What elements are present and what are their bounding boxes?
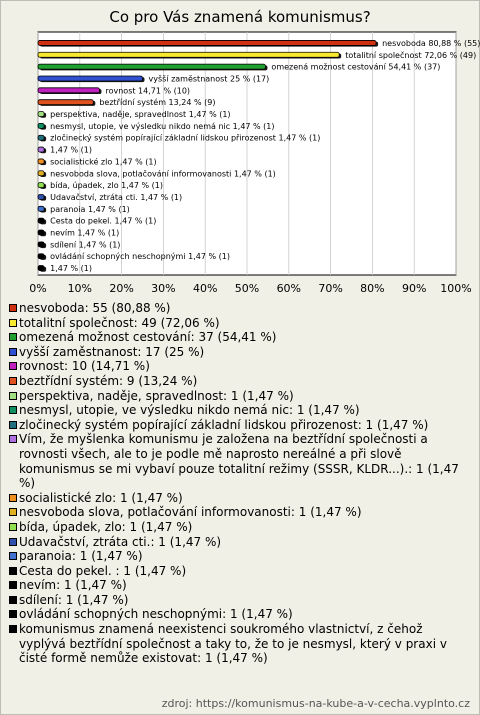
x-tick-label: 60% xyxy=(276,282,302,295)
bar-label: nesvoboda slova, potlačování informovanosti 1,47 % (1) xyxy=(50,169,276,179)
bar-chart xyxy=(0,0,480,300)
legend-label: omezená možnost cestování: 37 (54,41 %) xyxy=(19,330,277,345)
legend-label: totalitní společnost: 49 (72,06 %) xyxy=(19,315,220,330)
legend-item xyxy=(9,316,471,331)
bar xyxy=(38,183,44,188)
bar xyxy=(38,242,44,247)
bar-label: 1,47 % (1) xyxy=(50,264,92,274)
x-tick-label: 30% xyxy=(151,282,176,295)
x-tick-label: 10% xyxy=(67,282,93,295)
legend-swatch xyxy=(9,304,17,312)
x-tick-label: 70% xyxy=(318,282,343,295)
legend-label: perspektiva, naděje, spravedlnost: 1 (1,47 %) xyxy=(19,388,294,403)
legend-swatch xyxy=(9,625,17,633)
chart-legend xyxy=(9,301,471,666)
bar-label: vyšší zaměstnanost 25 % (17) xyxy=(148,74,270,84)
legend-item xyxy=(9,564,471,579)
legend-label: vyšší zaměstnanost: 17 (25 %) xyxy=(19,344,205,359)
x-tick-label: 100% xyxy=(440,282,472,295)
legend-item xyxy=(9,549,471,564)
legend-label: Vím, že myšlenka komunismu je založena na beztřídní společnosti a rovnosti všech, ale to je podle mě naprosto nereálné a při slově komunismus se mi vybaví pouze totalitní režimy (SSSR, KLDR...).: 1 (1,47 %) xyxy=(19,432,459,491)
legend-label: zločinecký systém popírající základní lidskou přirozenost: 1 (1,47 %) xyxy=(19,417,429,432)
legend-label: sdílení: 1 (1,47 %) xyxy=(19,592,129,607)
bar-label: nesvoboda 80,88 % (55) xyxy=(382,38,480,48)
bar xyxy=(38,64,265,69)
legend-swatch xyxy=(9,348,17,356)
bar xyxy=(38,147,44,152)
bar-label: socialistické zlo 1,47 % (1) xyxy=(50,157,157,167)
legend-label: nevím: 1 (1,47 %) xyxy=(19,578,127,593)
bar xyxy=(38,254,44,259)
legend-item xyxy=(9,607,471,622)
bar-label: totalitní společnost 72,06 % (49) xyxy=(345,50,477,60)
legend-label: Cesta do pekel. : 1 (1,47 %) xyxy=(19,563,187,578)
legend-label: paranoia: 1 (1,47 %) xyxy=(19,549,143,564)
legend-item xyxy=(9,491,471,506)
bar-label: ovládání schopných neschopnými 1,47 % (1) xyxy=(50,252,230,262)
legend-item xyxy=(9,505,471,520)
bar-label: omezená možnost cestování 54,41 % (37) xyxy=(271,62,441,72)
legend-swatch xyxy=(9,494,17,502)
x-tick-label: 90% xyxy=(401,282,427,295)
legend-swatch xyxy=(9,362,17,370)
legend-swatch xyxy=(9,523,17,531)
legend-item xyxy=(9,374,471,389)
bar xyxy=(38,52,339,57)
legend-label: beztřídní systém: 9 (13,24 %) xyxy=(19,373,198,388)
legend-label: nesvoboda slova, potlačování informovanosti: 1 (1,47 %) xyxy=(19,505,362,520)
bar xyxy=(38,266,44,271)
bar-label: Cesta do pekel. 1,47 % (1) xyxy=(50,216,157,226)
bar-label: bída, úpadek, zlo 1,47 % (1) xyxy=(50,181,163,191)
bar xyxy=(38,171,44,176)
source-link[interactable]: zdroj: https://komunismus-na-kube-a-v-cecha.vyplnto.cz xyxy=(161,697,470,710)
legend-item xyxy=(9,301,471,316)
legend-swatch xyxy=(9,392,17,400)
legend-item xyxy=(9,359,471,374)
legend-item xyxy=(9,593,471,608)
legend-swatch xyxy=(9,377,17,385)
bar xyxy=(38,76,143,81)
legend-item xyxy=(9,330,471,345)
legend-label: socialistické zlo: 1 (1,47 %) xyxy=(19,490,183,505)
bar xyxy=(38,230,44,235)
bar xyxy=(38,88,99,93)
legend-swatch xyxy=(9,333,17,341)
bar-label: rovnost 14,71 % (10) xyxy=(105,86,191,96)
bar-label: zločinecký systém popírající základní lidskou přirozenost 1,47 % (1) xyxy=(50,133,321,143)
legend-swatch xyxy=(9,508,17,516)
bar-label: nevím 1,47 % (1) xyxy=(50,228,120,238)
bar xyxy=(38,218,44,223)
legend-swatch xyxy=(9,567,17,575)
x-tick-label: 80% xyxy=(360,282,385,295)
legend-item xyxy=(9,535,471,550)
legend-item xyxy=(9,345,471,360)
x-tick-label: 50% xyxy=(234,282,260,295)
legend-swatch xyxy=(9,319,17,327)
bar xyxy=(38,112,44,117)
bar-label: perspektiva, naděje, spravedlnost 1,47 % (1) xyxy=(50,110,231,120)
legend-swatch xyxy=(9,581,17,589)
bar-label: paranoia 1,47 % (1) xyxy=(50,204,130,214)
bar-label: Udavačství, ztráta cti. 1,47 % (1) xyxy=(50,192,183,202)
legend-label: Udavačství, ztráta cti.: 1 (1,47 %) xyxy=(19,534,222,549)
bar xyxy=(38,40,376,45)
legend-item xyxy=(9,418,471,433)
legend-label: komunismus znamená neexistenci soukromého vlastnictví, z čehož vyplývá beztřídní společnost a taky to, že to je nesmysl, který v praxi v čisté formě nemůže existovat: 1 (1,47 %) xyxy=(19,622,447,666)
x-tick-label: 20% xyxy=(109,282,134,295)
legend-item xyxy=(9,389,471,404)
legend-swatch xyxy=(9,435,17,443)
bar xyxy=(38,159,44,164)
legend-swatch xyxy=(9,610,17,618)
legend-label: bída, úpadek, zlo: 1 (1,47 %) xyxy=(19,519,193,534)
legend-label: nesmysl, utopie, ve výsledku nikdo nemá nic: 1 (1,47 %) xyxy=(19,403,360,418)
legend-label: rovnost: 10 (14,71 %) xyxy=(19,359,150,374)
bar-label: beztřídní systém 13,24 % (9) xyxy=(99,98,216,108)
legend-swatch xyxy=(9,552,17,560)
legend-label: nesvoboda: 55 (80,88 %) xyxy=(19,301,171,315)
bar xyxy=(38,135,44,140)
bar xyxy=(38,206,44,211)
legend-swatch xyxy=(9,421,17,429)
legend-label: ovládání schopných neschopnými: 1 (1,47 %) xyxy=(19,607,293,622)
bar-label: sdílení 1,47 % (1) xyxy=(50,240,121,250)
bar-label: nesmysl, utopie, ve výsledku nikdo nemá nic 1,47 % (1) xyxy=(50,121,275,131)
bar xyxy=(38,100,93,105)
bar xyxy=(38,194,44,199)
chart-title: Co pro Vás znamená komunismus? xyxy=(109,8,371,26)
legend-item xyxy=(9,403,471,418)
legend-swatch xyxy=(9,406,17,414)
legend-swatch xyxy=(9,538,17,546)
x-tick-label: 40% xyxy=(192,282,218,295)
bar-label: 1,47 % (1) xyxy=(50,145,92,155)
legend-item xyxy=(9,520,471,535)
bar xyxy=(38,123,44,128)
legend-swatch xyxy=(9,596,17,604)
x-tick-label: 0% xyxy=(29,282,47,295)
legend-item xyxy=(9,578,471,593)
legend-item xyxy=(9,622,471,666)
legend-item xyxy=(9,432,471,490)
